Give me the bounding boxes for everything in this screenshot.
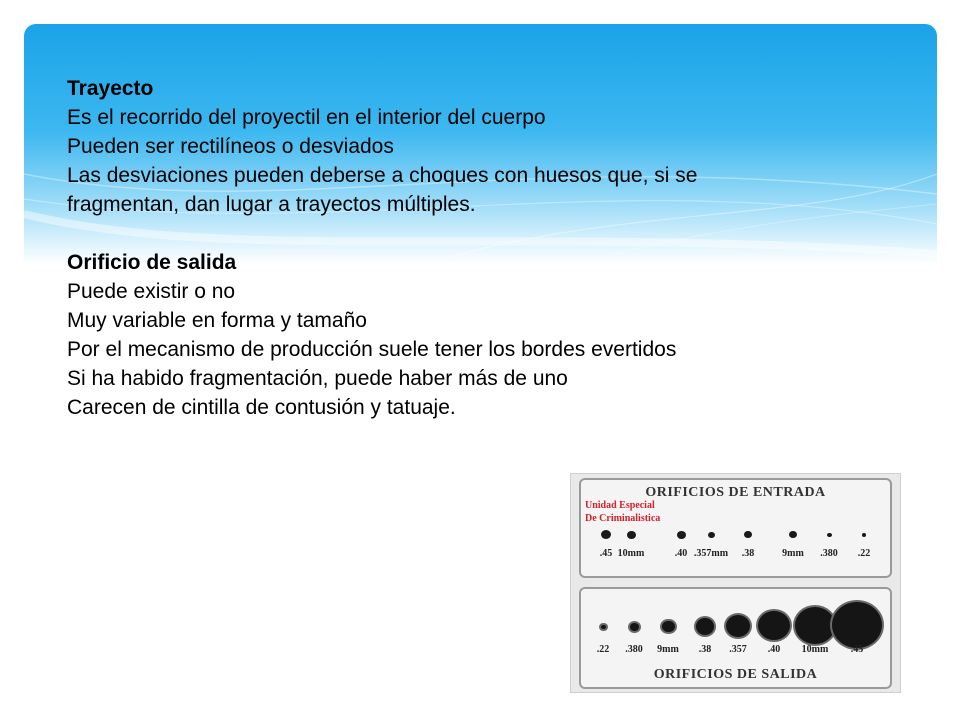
entry-hole	[708, 532, 715, 538]
exit-caliber-label: .380	[625, 644, 643, 655]
entry-hole	[601, 530, 611, 539]
exit-holes-panel	[579, 587, 892, 689]
entry-hole	[744, 531, 752, 538]
entry-holes-panel	[579, 478, 892, 578]
entry-caliber-label: .45	[599, 548, 613, 559]
exit-caliber-label: 9mm	[657, 644, 679, 655]
exit-hole	[795, 607, 835, 644]
entry-hole	[677, 531, 686, 539]
stamp-line: De Criminalistica	[585, 513, 661, 524]
entry-caliber-label: .357mm	[693, 548, 729, 559]
exit-hole	[662, 621, 675, 633]
entry-caliber-label: 9mm	[782, 548, 804, 559]
text-line: fragmentan, dan lugar a trayectos múltiples.	[67, 193, 476, 216]
exit-hole	[832, 602, 882, 648]
exit-caliber-label: .22	[596, 644, 610, 655]
exit-hole	[630, 623, 639, 631]
exit-hole	[726, 615, 750, 637]
slide-text	[67, 74, 867, 422]
entry-hole	[627, 531, 636, 539]
entry-holes-title: ORIFICIOS DE ENTRADA	[645, 485, 826, 500]
entry-caliber-label: 10mm	[617, 548, 645, 559]
exit-hole	[696, 618, 714, 635]
entry-hole	[789, 531, 797, 538]
text-line: Si ha habido fragmentación, puede haber más de uno	[67, 367, 568, 390]
bullet-holes-figure	[570, 473, 901, 693]
text-line: Pueden ser rectilíneos o desviados	[67, 135, 394, 158]
exit-caliber-label: .357	[729, 644, 747, 655]
text-line: Puede existir o no	[67, 280, 236, 303]
exit-hole	[601, 625, 606, 630]
text-line: Las desviaciones pueden deberse a choques con huesos que, si se	[67, 164, 698, 187]
text-line: Muy variable en forma y tamaño	[67, 309, 367, 332]
text-line: Carecen de cintilla de contusión y tatuaje.	[67, 396, 456, 419]
entry-caliber-label: .22	[857, 548, 871, 559]
entry-caliber-label: .38	[741, 548, 755, 559]
section-heading-trayecto: Trayecto	[67, 77, 154, 100]
exit-caliber-label: .40	[767, 644, 781, 655]
exit-caliber-label: .45	[850, 644, 864, 655]
entry-caliber-label: .380	[820, 548, 838, 559]
exit-caliber-label: 10mm	[801, 644, 829, 655]
exit-holes-title: ORIFICIOS DE SALIDA	[653, 667, 818, 682]
entry-caliber-label: .40	[674, 548, 688, 559]
text-line: Por el mecanismo de producción suele tener los bordes evertidos	[67, 338, 677, 361]
unit-stamp	[585, 499, 660, 525]
exit-caliber-label: .38	[698, 644, 712, 655]
entry-hole	[862, 533, 866, 537]
exit-hole	[758, 611, 790, 640]
section-heading-orificio-salida: Orificio de salida	[67, 251, 237, 274]
entry-hole	[827, 533, 832, 538]
stamp-line: Unidad Especial	[585, 500, 655, 511]
text-line: Es el recorrido del proyectil en el interior del cuerpo	[67, 106, 546, 129]
